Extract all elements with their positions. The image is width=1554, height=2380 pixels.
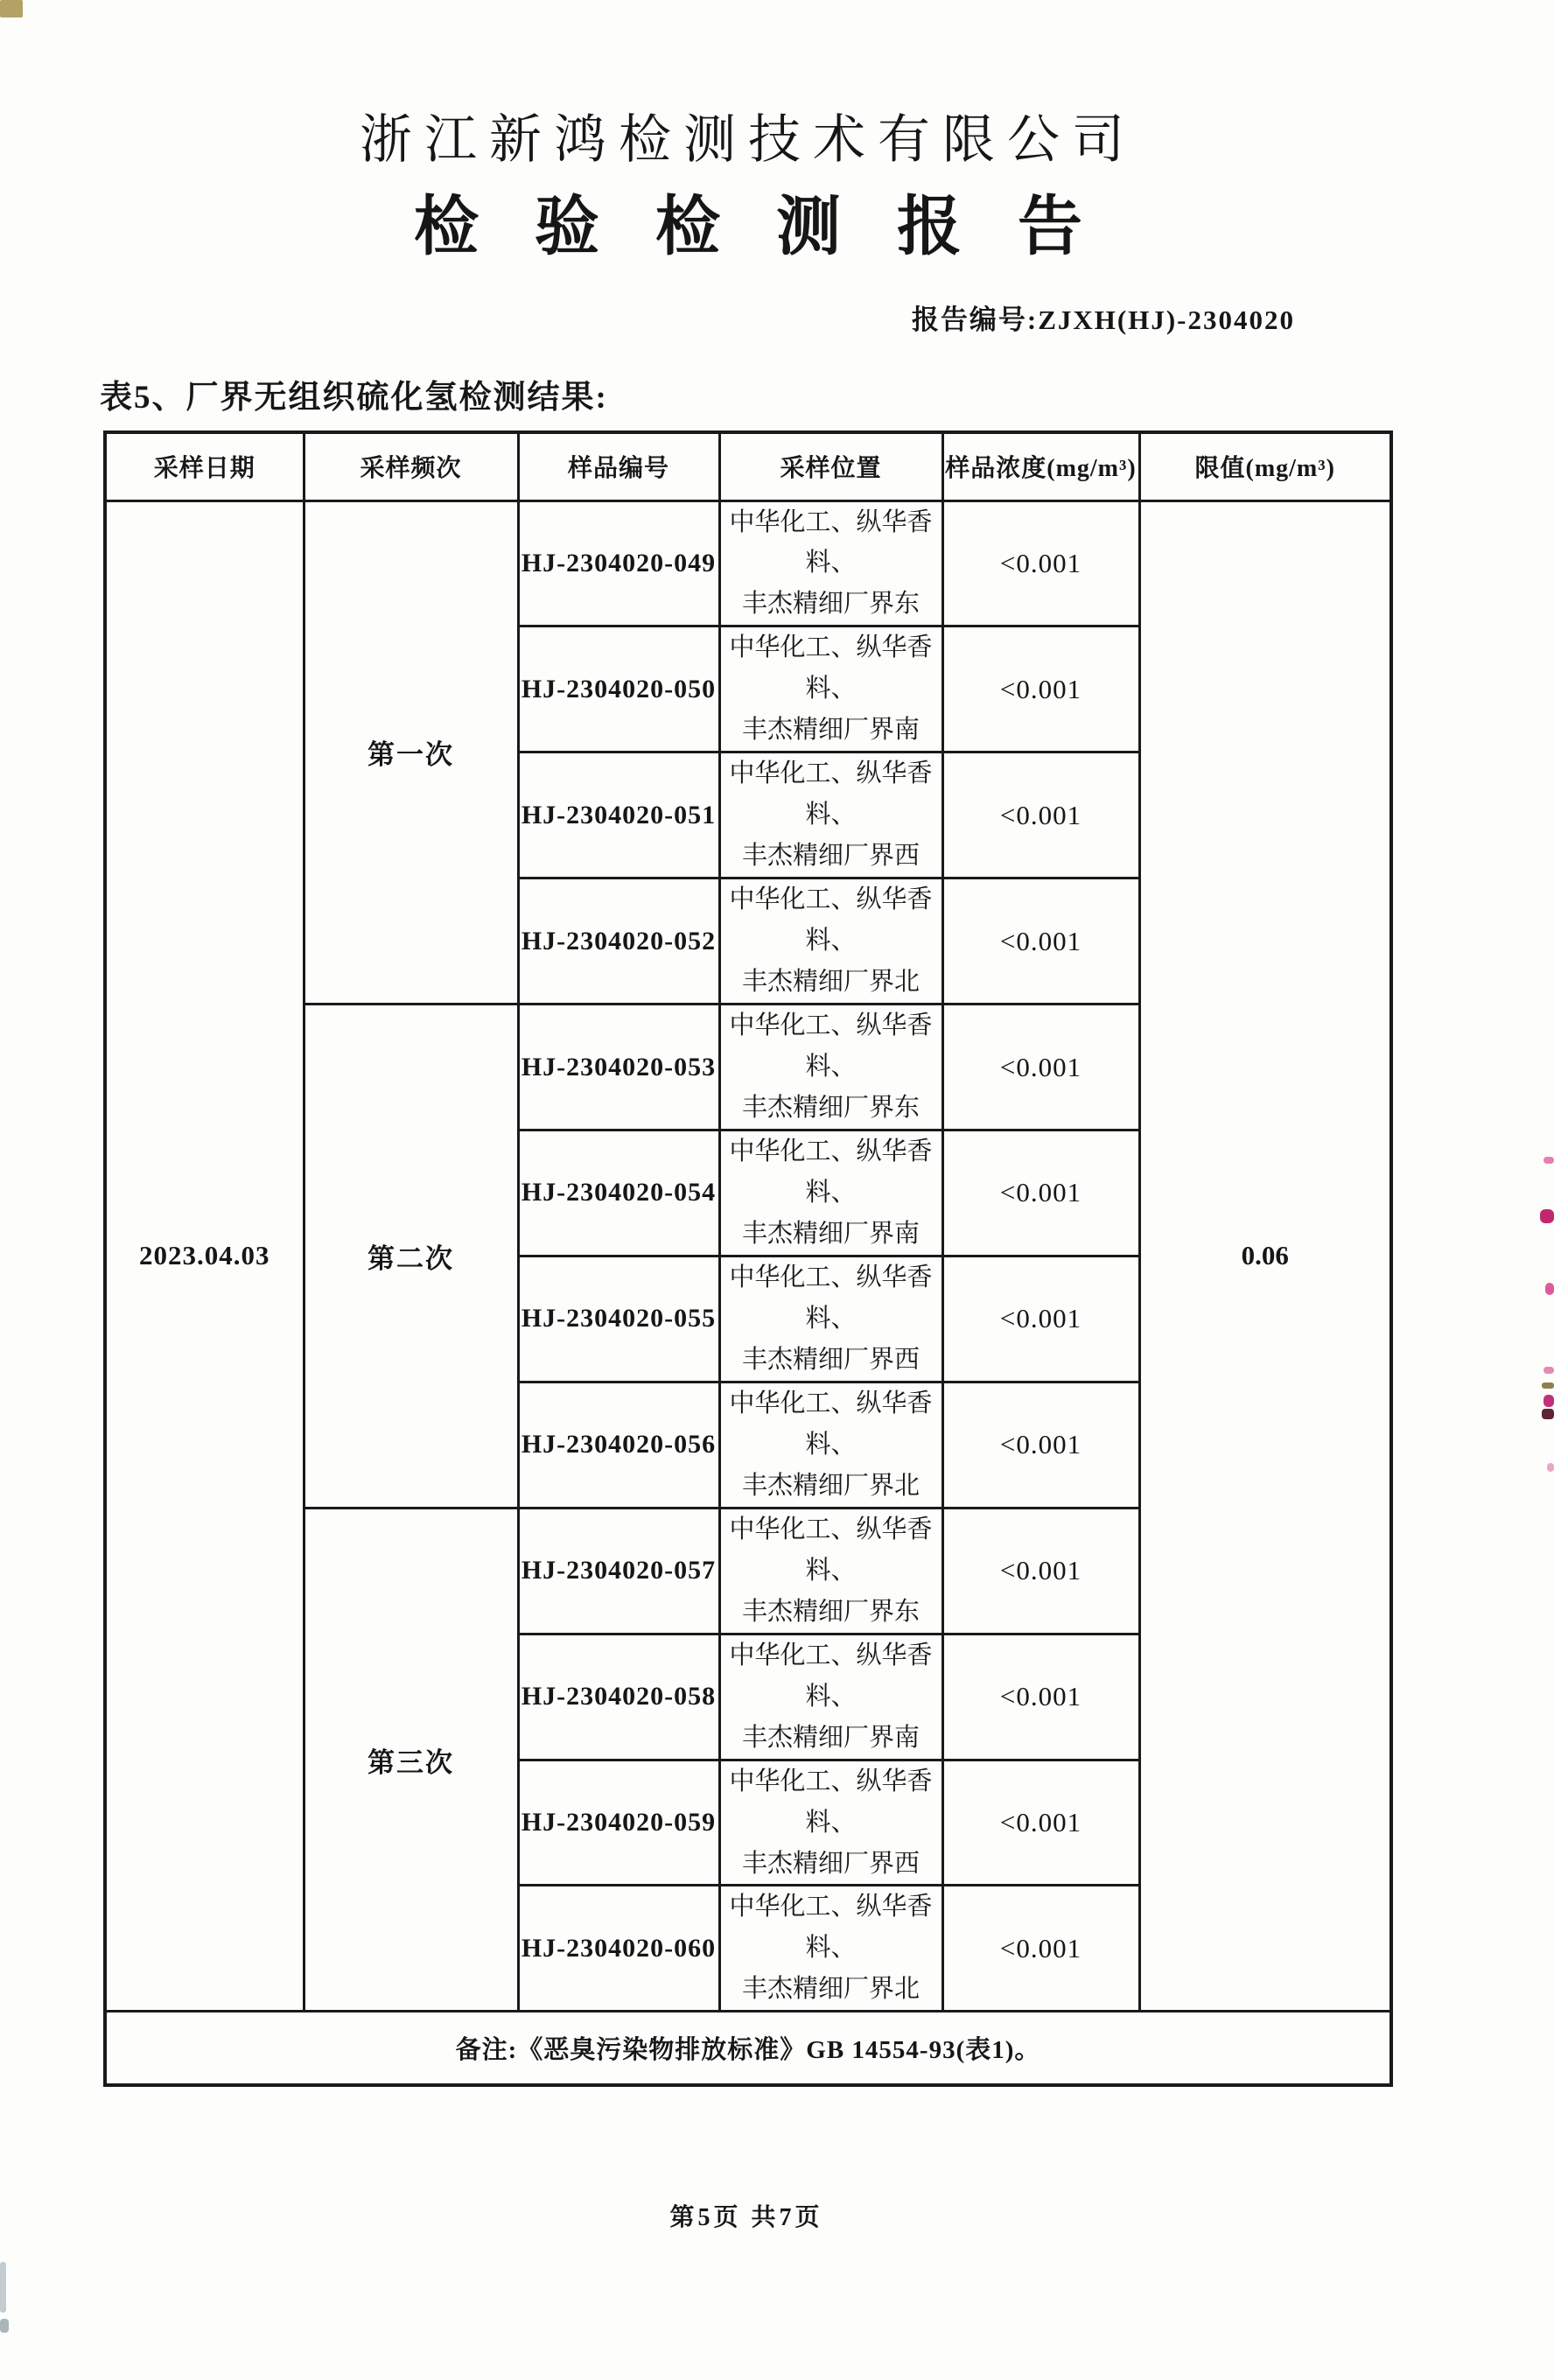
- concentration-cell: <0.001: [942, 752, 1139, 878]
- sample-no-cell: HJ-2304020-052: [518, 878, 719, 1004]
- location-line2: 丰杰精细厂界西: [741, 1345, 920, 1374]
- location-cell: [719, 1508, 942, 1634]
- location-line1: 中华化工、纵华香料、: [729, 1515, 933, 1585]
- location-line2: 丰杰精细厂界西: [741, 842, 920, 871]
- location-cell: [719, 1760, 942, 1886]
- location-line1: 中华化工、纵华香料、: [729, 1767, 933, 1837]
- report-number-label: 报告编号:: [911, 304, 1039, 335]
- sample-no-cell: HJ-2304020-055: [518, 1256, 719, 1382]
- location-line2: 丰杰精细厂界东: [741, 1597, 920, 1626]
- sample-no-cell: HJ-2304020-059: [518, 1760, 719, 1886]
- column-header-frequency: 采样频次: [304, 432, 518, 500]
- location-cell: [719, 1634, 942, 1760]
- results-table: [103, 430, 1393, 2087]
- location-line1: 中华化工、纵华香料、: [729, 1138, 933, 1207]
- location-cell: [719, 1382, 942, 1508]
- scan-artifact: [1540, 1209, 1554, 1223]
- scan-artifact: [1542, 1382, 1554, 1389]
- location-line1: 中华化工、纵华香料、: [729, 886, 933, 956]
- scan-artifact: [1544, 1157, 1554, 1164]
- frequency-cell-first: 第一次: [304, 500, 518, 1004]
- sample-no-cell: HJ-2304020-054: [518, 1130, 719, 1256]
- note-row: [105, 2012, 1391, 2085]
- column-header-sample-no: 样品编号: [518, 432, 719, 500]
- concentration-cell: <0.001: [942, 1382, 1139, 1508]
- location-cell: [719, 878, 942, 1004]
- report-number-line: [103, 298, 1295, 337]
- location-cell: [719, 500, 942, 626]
- page-number-footer: 第5页 共7页: [669, 2204, 823, 2231]
- location-line2: 丰杰精细厂界东: [741, 1094, 920, 1123]
- sample-no-cell: HJ-2304020-056: [518, 1382, 719, 1508]
- company-name: 浙江新鸿检测技术有限公司: [360, 111, 1137, 169]
- concentration-cell: <0.001: [942, 1508, 1139, 1634]
- concentration-cell: <0.001: [942, 1886, 1139, 2012]
- concentration-cell: <0.001: [942, 1256, 1139, 1382]
- scan-artifact: [0, 2319, 9, 2333]
- concentration-cell: <0.001: [942, 1004, 1139, 1130]
- report-title: 检验检测报告: [414, 192, 1138, 263]
- column-header-date: 采样日期: [105, 432, 304, 500]
- sample-no-cell: HJ-2304020-057: [518, 1508, 719, 1634]
- location-line1: 中华化工、纵华香料、: [729, 1389, 933, 1459]
- location-cell: [719, 752, 942, 878]
- limit-value-cell: 0.06: [1139, 500, 1391, 2012]
- location-line1: 中华化工、纵华香料、: [729, 760, 933, 830]
- concentration-cell: <0.001: [942, 500, 1139, 626]
- scan-artifact: [1542, 1409, 1554, 1419]
- sample-no-cell: HJ-2304020-051: [518, 752, 719, 878]
- column-header-concentration: 样品浓度(mg/m³): [942, 432, 1139, 500]
- location-cell: [719, 1886, 942, 2012]
- location-line1: 中华化工、纵华香料、: [729, 1012, 933, 1082]
- sampling-date-cell: 2023.04.03: [105, 500, 304, 2012]
- location-line2: 丰杰精细厂界南: [741, 1723, 920, 1752]
- column-header-limit: 限值(mg/m³): [1139, 432, 1391, 500]
- concentration-cell: <0.001: [942, 1760, 1139, 1886]
- concentration-cell: <0.001: [942, 1130, 1139, 1256]
- report-number-value: ZJXH(HJ)-2304020: [1038, 304, 1295, 335]
- location-line2: 丰杰精细厂界北: [741, 1975, 920, 2004]
- location-cell: [719, 626, 942, 752]
- frequency-cell-second: 第二次: [304, 1004, 518, 1508]
- location-line1: 中华化工、纵华香料、: [729, 1893, 933, 1963]
- location-line2: 丰杰精细厂界北: [741, 968, 920, 997]
- concentration-cell: <0.001: [942, 1634, 1139, 1760]
- table-caption: 表5、厂界无组织硫化氢检测结果:: [100, 380, 608, 416]
- scan-artifact: [1544, 1367, 1554, 1374]
- location-line2: 丰杰精细厂界南: [741, 716, 920, 745]
- scan-artifact: [1545, 1283, 1554, 1295]
- location-line1: 中华化工、纵华香料、: [729, 508, 933, 578]
- location-cell: [719, 1256, 942, 1382]
- location-cell: [719, 1004, 942, 1130]
- location-line1: 中华化工、纵华香料、: [729, 634, 933, 704]
- sample-no-cell: HJ-2304020-060: [518, 1886, 719, 2012]
- location-line2: 丰杰精细厂界东: [741, 590, 920, 619]
- scan-artifact: [0, 2262, 6, 2313]
- location-line2: 丰杰精细厂界北: [741, 1471, 920, 1500]
- table-row: [105, 500, 1391, 626]
- column-header-location: 采样位置: [719, 432, 942, 500]
- frequency-cell-third: 第三次: [304, 1508, 518, 2012]
- location-line1: 中华化工、纵华香料、: [729, 1263, 933, 1333]
- sample-no-cell: HJ-2304020-058: [518, 1634, 719, 1760]
- scan-artifact: [1544, 1395, 1554, 1407]
- table-header-row: [105, 432, 1391, 500]
- location-cell: [719, 1130, 942, 1256]
- sample-no-cell: HJ-2304020-050: [518, 626, 719, 752]
- scan-artifact: [1547, 1463, 1554, 1472]
- location-line2: 丰杰精细厂界西: [741, 1849, 920, 1878]
- location-line2: 丰杰精细厂界南: [741, 1219, 920, 1248]
- concentration-cell: <0.001: [942, 626, 1139, 752]
- sample-no-cell: HJ-2304020-053: [518, 1004, 719, 1130]
- concentration-cell: <0.001: [942, 878, 1139, 1004]
- sample-no-cell: HJ-2304020-049: [518, 500, 719, 626]
- location-line1: 中华化工、纵华香料、: [729, 1641, 933, 1711]
- scan-artifact: [0, 0, 23, 18]
- note-cell: 备注:《恶臭污染物排放标准》GB 14554-93(表1)。: [105, 2012, 1391, 2085]
